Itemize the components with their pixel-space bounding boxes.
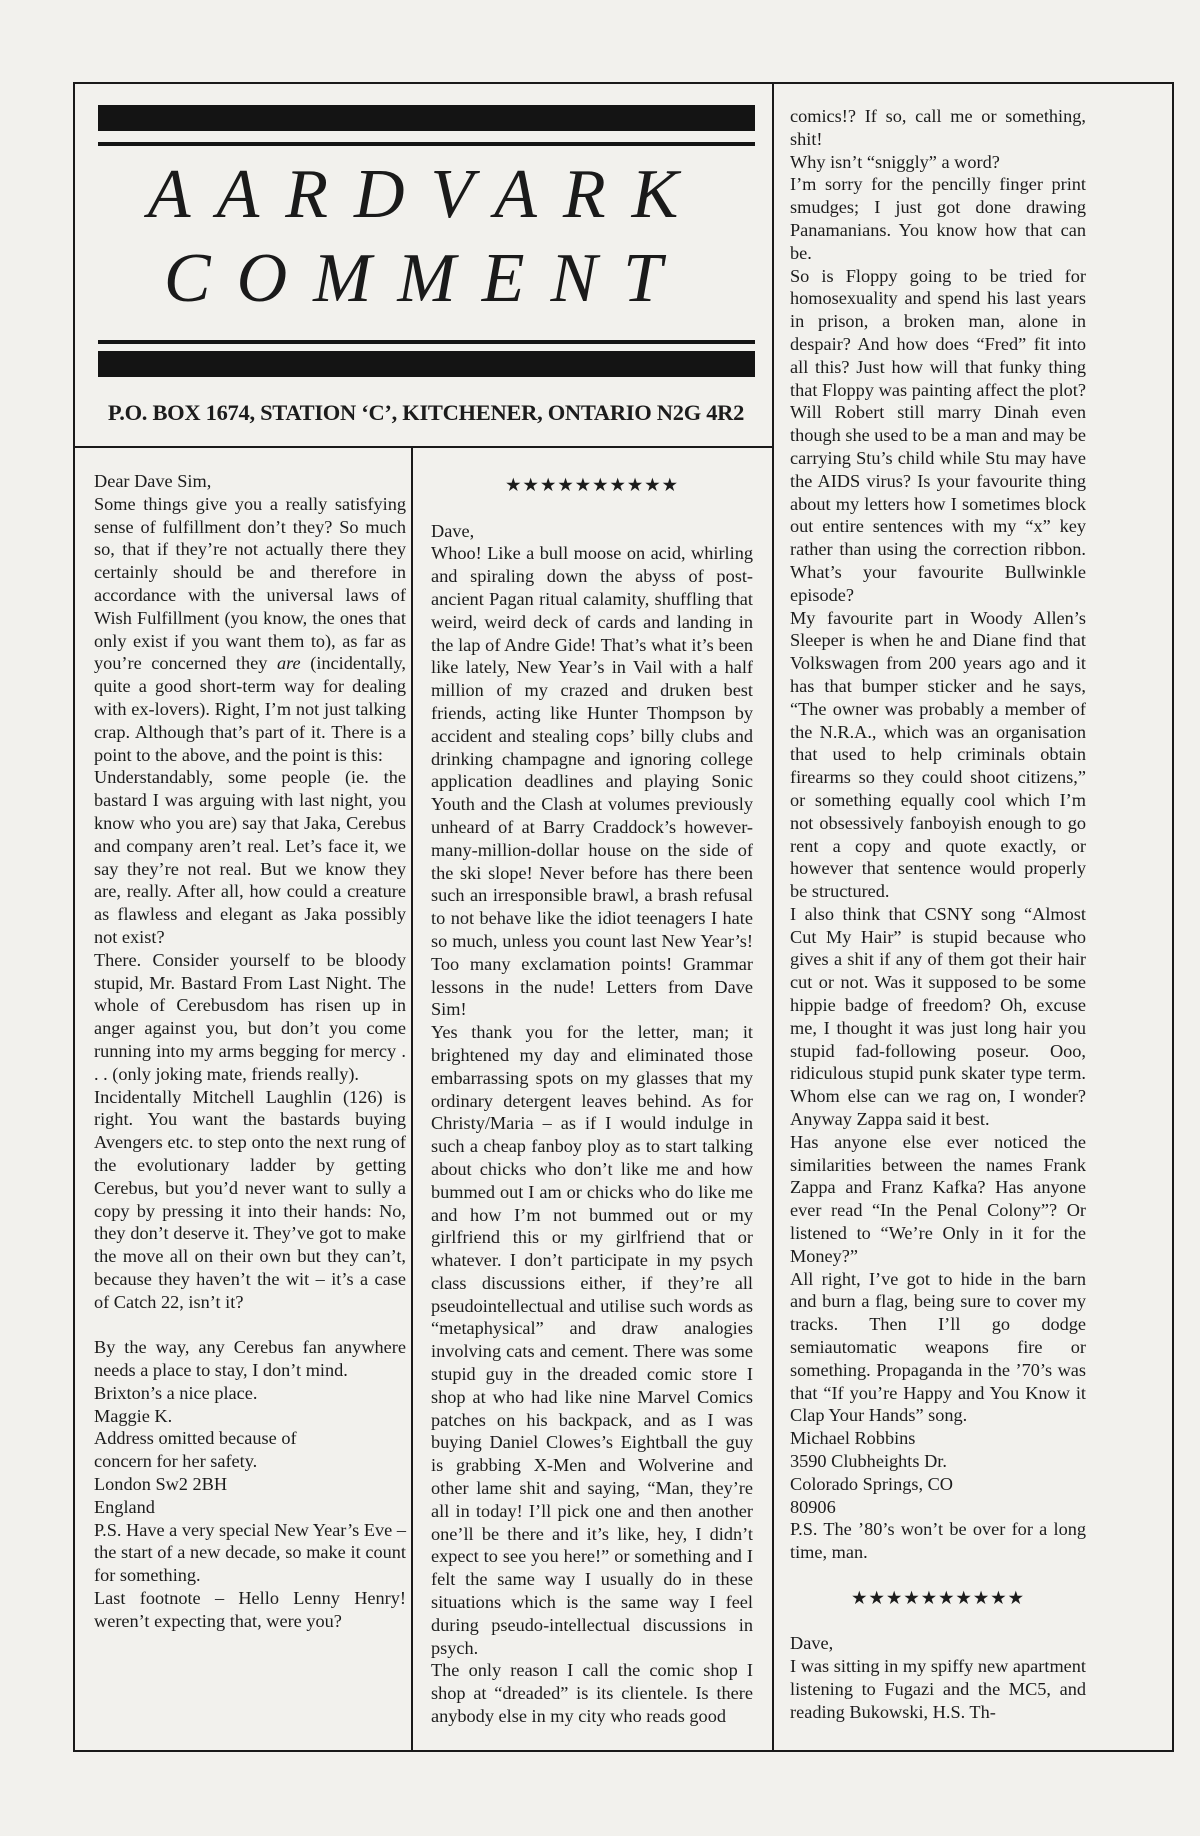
letter-paragraph: P.S. Have a very special New Year’s Eve – the start of a new decade, so make it count for something. bbox=[94, 1519, 406, 1586]
letter-paragraph: So is Floppy going to be tried for homosexuality and spend his last years in prison, a broken man, alone in despair? And how does “Fred” fit into all this? Just how will that funky thing that Floppy was painting affect the plot? Will Robert still marry Dinah even though she used to be a man and may be carrying Stu’s child while Stu may have the AIDS virus? Is your favourite thing about my letters how I sometimes block out entire sentences with my “x” key rather than using the correction ribbon. What’s your favourite Bullwinkle episode? bbox=[790, 265, 1086, 605]
letter-paragraph: Why isn’t “sniggly” a word? bbox=[790, 151, 1000, 172]
letter-paragraph: P.S. The ’80’s won’t be over for a long time, man. bbox=[790, 1519, 1086, 1563]
paragraph-spacer bbox=[94, 1313, 406, 1336]
letter-column-1 bbox=[94, 470, 406, 1633]
letter-paragraph: By the way, any Cerebus fan anywhere needs a place to stay, I don’t mind. bbox=[94, 1337, 406, 1381]
masthead-title-line2: COMMENT bbox=[163, 240, 689, 317]
masthead-thin-rule-bottom bbox=[98, 340, 755, 344]
masthead-title-line1: AARDVARK bbox=[147, 156, 705, 233]
paragraph-spacer bbox=[431, 497, 753, 520]
letter-paragraph: Has anyone else ever noticed the similarities between the names Frank Zappa and Franz Kafka? Has anyone ever read “In the Penal Colony”? Or listened to “We’re Only in it for the Money?” bbox=[790, 1131, 1086, 1266]
star-separator: ★★★★★★★★★★ bbox=[851, 1587, 1025, 1608]
letter-paragraph: concern for her safety. bbox=[94, 1451, 258, 1472]
paragraph-spacer bbox=[790, 1610, 1086, 1633]
letter-paragraph: Colorado Springs, CO bbox=[790, 1473, 954, 1494]
letter-paragraph: I’m sorry for the pencilly finger print smudges; I just got done drawing Panamanians. You know how that can be. bbox=[790, 174, 1086, 263]
letter-paragraph: Michael Robbins bbox=[790, 1428, 916, 1449]
header-bottom-rule bbox=[73, 446, 774, 448]
letter-paragraph: Brixton’s a nice place. bbox=[94, 1382, 258, 1403]
letter-paragraph: Last footnote – Hello Lenny Henry! weren’t expecting that, were you? bbox=[94, 1588, 406, 1631]
letter-paragraph: 80906 bbox=[790, 1496, 836, 1517]
text-segment: (incidentally, quite a good short-term way for dealing with ex-lovers). Right, I’m not just talking crap. Although that’s part of it. There is a point to the above, and the point is this: bbox=[94, 653, 406, 765]
letter-paragraph: Dave, bbox=[790, 1633, 834, 1654]
letter-column-3 bbox=[790, 105, 1086, 1724]
letter-paragraph: There. Consider yourself to be bloody stupid, Mr. Bastard From Last Night. The whole of Cerebusdom has risen up in anger against you, but don’t you come running into my arms begging for mercy . . . (only joking mate, friends really). bbox=[94, 949, 406, 1084]
masthead-thick-bar-top bbox=[98, 105, 755, 131]
letter-paragraph: Address omitted because of bbox=[94, 1428, 297, 1449]
letter-paragraph: All right, I’ve got to hide in the barn and burn a flag, being sure to cover my tracks. Then I’ll go dodge semiautomatic weapons fire or something. Propaganda in the ’70’s was that “If you’re Happy and You Know it Clap Your Hands” song. bbox=[790, 1268, 1086, 1426]
masthead-thick-bar-bottom bbox=[98, 351, 755, 377]
letter-paragraph: comics!? If so, call me or something, shit! bbox=[790, 106, 1086, 149]
column-divider-right bbox=[772, 82, 774, 1750]
letter-paragraph: Yes thank you for the letter, man; it brightened my day and eliminated those embarrassing spots on my glasses that my ordinary detergent leaves behind. As for Christy/Maria – as if I would indulge in such a cheap fanboy ploy as to start talking about chicks who don’t like me and how bummed out I am or chicks who do like me and how I’m not bummed out or my girlfriend this or my girlfriend that or whatever. I don’t participate in my psych class discussions either, if they’re all pseudointellectual and utilise such words as “metaphysical” and draw analogies involving cats and cement. There was some stupid guy in the dreaded comic store I shop at who had like nine Marvel Comics patches on his backpack, and as I was buying Daniel Clowes’s Eightball the guy is grabbing X-Men and Wolverine and other lame shit and saying, “Man, they’re all in today! I’ll pick one and then another one’ll be there and it’s like, hey, I didn’t expect to see you here!” or something and I felt the same way I usually do in these situations which is the same way I feel during pseudo-intellectual discussions in psych. bbox=[431, 1022, 753, 1658]
letter-column-2 bbox=[431, 474, 753, 1728]
letter-paragraph: My favourite part in Woody Allen’s Sleeper is when he and Diane find that Volkswagen from 200 years ago and it has that bumper sticker and he says, “The owner was probably a member of the N.R.A., which was an organisation that used to help criminals obtain firearms so they could shoot citizens,” or something equally cool which I’m not obsessively fanboyish enough to go rent a copy and quote exactly, or however that sentence would properly be structured. bbox=[790, 607, 1086, 902]
letter-paragraph: The only reason I call the comic shop I shop at “dreaded” is its clientele. Is there anybody else in my city who reads good bbox=[431, 1660, 753, 1727]
letter-paragraph: London Sw2 2BH bbox=[94, 1474, 228, 1495]
letter-paragraph: Maggie K. bbox=[94, 1405, 173, 1426]
masthead-thin-rule-top bbox=[98, 142, 755, 146]
text-segment: Some things give you a really satisfying sense of fulfillment don’t they? So much so, that if they’re not actually there they certainly should be and therefore in accordance with the universal laws of Wish Fulfillment (you know, the ones that only exist if you want them to), as far as you’re concerned they bbox=[94, 493, 406, 674]
letter-paragraph: Dear Dave Sim, bbox=[94, 471, 212, 491]
emphasized-text: are bbox=[276, 653, 301, 674]
column-divider-left bbox=[411, 446, 413, 1750]
letter-paragraph: Whoo! Like a bull moose on acid, whirling and spiraling down the abyss of post-ancient Pagan ritual calamity, shuffling that weird, weird deck of cards and landing in the lap of Andre Gide! That’s what it’s been like lately, New Year’s in Vail with a half million of my crazed and druken best friends, acting like Hunter Thompson by accident and stealing cops’ billy clubs and drinking champagne and ignoring college application deadlines and playing Sonic Youth and the Clash at volumes previously unheard of at Barry Craddock’s however-many-million-dollar house on the side of the ski slope! Never before has there been such an irresponsible brawl, a brash refusal to not behave like the idiot teenagers I hate so much, unless you count last New Year’s! Too many exclamation points! Grammar lessons in the nude! Letters from Dave Sim! bbox=[431, 543, 753, 1020]
letter-paragraph bbox=[94, 493, 406, 767]
letter-paragraph: I also think that CSNY song “Almost Cut My Hair” is stupid because who gives a shit if any of them got their hair cut or not. Was it supposed to be some hippie badge of freedom? Oh, excuse me, I thought it was just long hair you stupid fad-following poseur. Ooo, ridiculous stupid punk skater type term. Whom else can we rag on, I wonder? Anyway Zappa said it best. bbox=[790, 903, 1086, 1130]
paragraph-spacer bbox=[790, 1564, 1086, 1587]
star-separator: ★★★★★★★★★★ bbox=[505, 475, 679, 495]
mailing-address: P.O. BOX 1674, STATION ‘C’, KITCHENER, ONTARIO N2G 4R2 bbox=[107, 400, 745, 425]
letter-paragraph: I was sitting in my spiffy new apartment listening to Fugazi and the MC5, and reading Bukowski, H.S. Th- bbox=[790, 1656, 1086, 1722]
letter-paragraph: 3590 Clubheights Dr. bbox=[790, 1451, 947, 1472]
letter-paragraph: Dave, bbox=[431, 520, 475, 541]
letter-paragraph: Incidentally Mitchell Laughlin (126) is right. You want the bastards buying Avengers etc. to step onto the next rung of the evolutionary ladder by getting Cerebus, but you’d never want to sully a copy by pressing it into their hands: No, they don’t deserve it. They’ve got to make the move all on their own but they can’t, because they haven’t the wit – it’s a case of Catch 22, isn’t it? bbox=[94, 1086, 406, 1312]
letter-paragraph: Understandably, some people (ie. the bastard I was arguing with last night, you know who you are) say that Jaka, Cerebus and company aren’t real. Let’s face it, we say they’re not real. But we know they are, really. After all, how could a creature as flawless and elegant as Jaka possibly not exist? bbox=[94, 767, 406, 947]
letter-paragraph: England bbox=[94, 1496, 155, 1517]
